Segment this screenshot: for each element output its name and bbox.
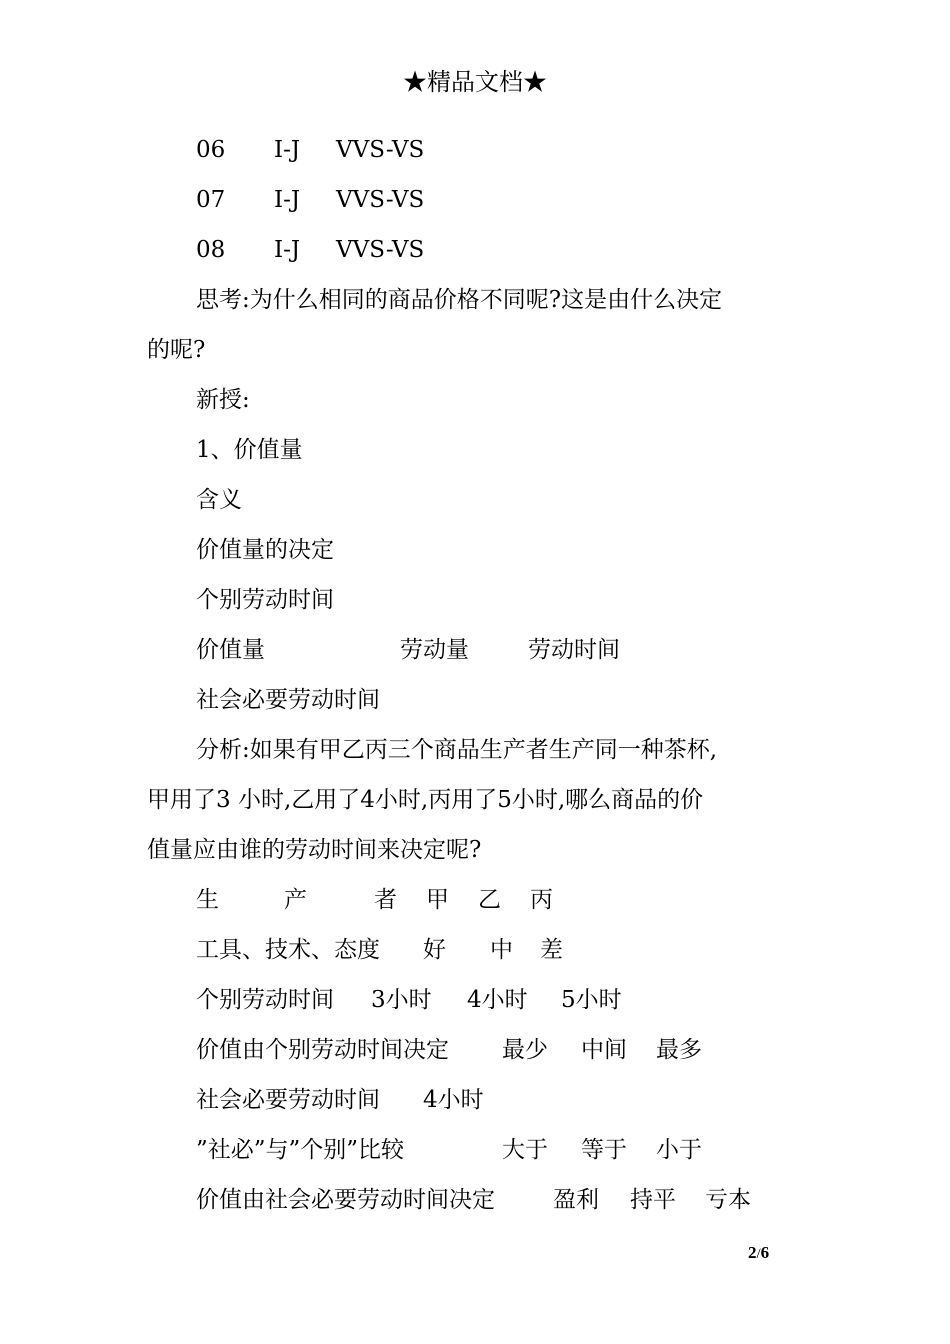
row-value: 亏本 [705,1187,751,1213]
row-value: 好 [423,937,446,963]
clarity-cell: VVS-VS [336,237,425,263]
current-page: 2 [748,1243,757,1262]
think-line-1: 思考:为什么相同的商品价格不同呢?这是由什么决定 [196,287,723,313]
row-label: 个别劳动时间 [196,987,334,1013]
compare-row [147,1130,817,1180]
by-individual-row [147,1030,817,1080]
new-lesson-label: 新授: [196,387,250,413]
code-row [147,130,817,180]
row-label: 价值由社会必要劳动时间决定 [196,1187,495,1213]
total-pages: 6 [760,1243,770,1262]
social-time-row [147,1080,817,1130]
code-cell: 07 [196,187,226,213]
clarity-cell: VVS-VS [336,137,425,163]
row-value: 盈利 [553,1187,599,1213]
clarity-cell: VVS-VS [336,187,425,213]
page-header: ★精品文档★ [403,68,547,96]
code-row [147,180,817,230]
code-row [147,230,817,280]
row-value: 持平 [630,1187,676,1213]
row-value: 大于 [502,1137,548,1163]
section-heading: 1、价值量 [196,437,303,463]
row-value: 最少 [502,1037,548,1063]
tools-row [147,930,817,980]
code-cell: 08 [196,237,226,263]
decision-label: 价值量的决定 [196,537,334,563]
labor-time-text: 劳动时间 [528,637,620,663]
page-separator: / [756,1246,761,1262]
row-value: 4小时 [467,987,528,1013]
analysis-line-1: 分析:如果有甲乙丙三个商品生产者生产同一种茶杯, [196,737,718,763]
row-value: 4小时 [423,1087,484,1113]
color-cell: I-J [274,137,301,163]
social-time-label: 社会必要劳动时间 [196,687,380,713]
producer-bing: 丙 [530,887,553,913]
color-cell: I-J [274,187,301,213]
value-row [147,630,817,680]
row-label: 工具、技术、态度 [196,937,380,963]
producer-row [147,880,817,930]
row-value: 小于 [656,1137,702,1163]
producer-jia: 甲 [426,887,449,913]
think-line-2: 的呢? [147,337,206,363]
page-number [748,1241,769,1266]
row-value: 差 [540,937,563,963]
row-value: 3小时 [371,987,432,1013]
document-body [147,130,817,1230]
analysis-line-3: 值量应由谁的劳动时间来决定呢? [147,837,482,863]
row-value: 中间 [581,1037,627,1063]
row-value: 等于 [581,1137,627,1163]
row-value: 5小时 [561,987,622,1013]
row-label: ”社必”与”个别”比较 [196,1137,405,1163]
producer-char: 者 [374,887,397,913]
analysis-line-2: 甲用了3 小时,乙用了4小时,丙用了5小时,哪么商品的价 [147,787,704,813]
value-quantity-text: 价值量 [196,637,265,663]
row-label: 社会必要劳动时间 [196,1087,380,1113]
producer-char: 生 [196,887,219,913]
by-social-row [147,1180,817,1230]
labor-quantity-text: 劳动量 [400,637,469,663]
code-cell: 06 [196,137,226,163]
row-value: 中 [490,937,513,963]
meaning-label: 含义 [196,487,242,513]
individual-time-row [147,980,817,1030]
producer-char: 产 [284,887,307,913]
row-label: 价值由个别劳动时间决定 [196,1037,449,1063]
row-value: 最多 [656,1037,702,1063]
individual-time-label: 个别劳动时间 [196,587,334,613]
producer-yi: 乙 [478,887,501,913]
color-cell: I-J [274,237,301,263]
